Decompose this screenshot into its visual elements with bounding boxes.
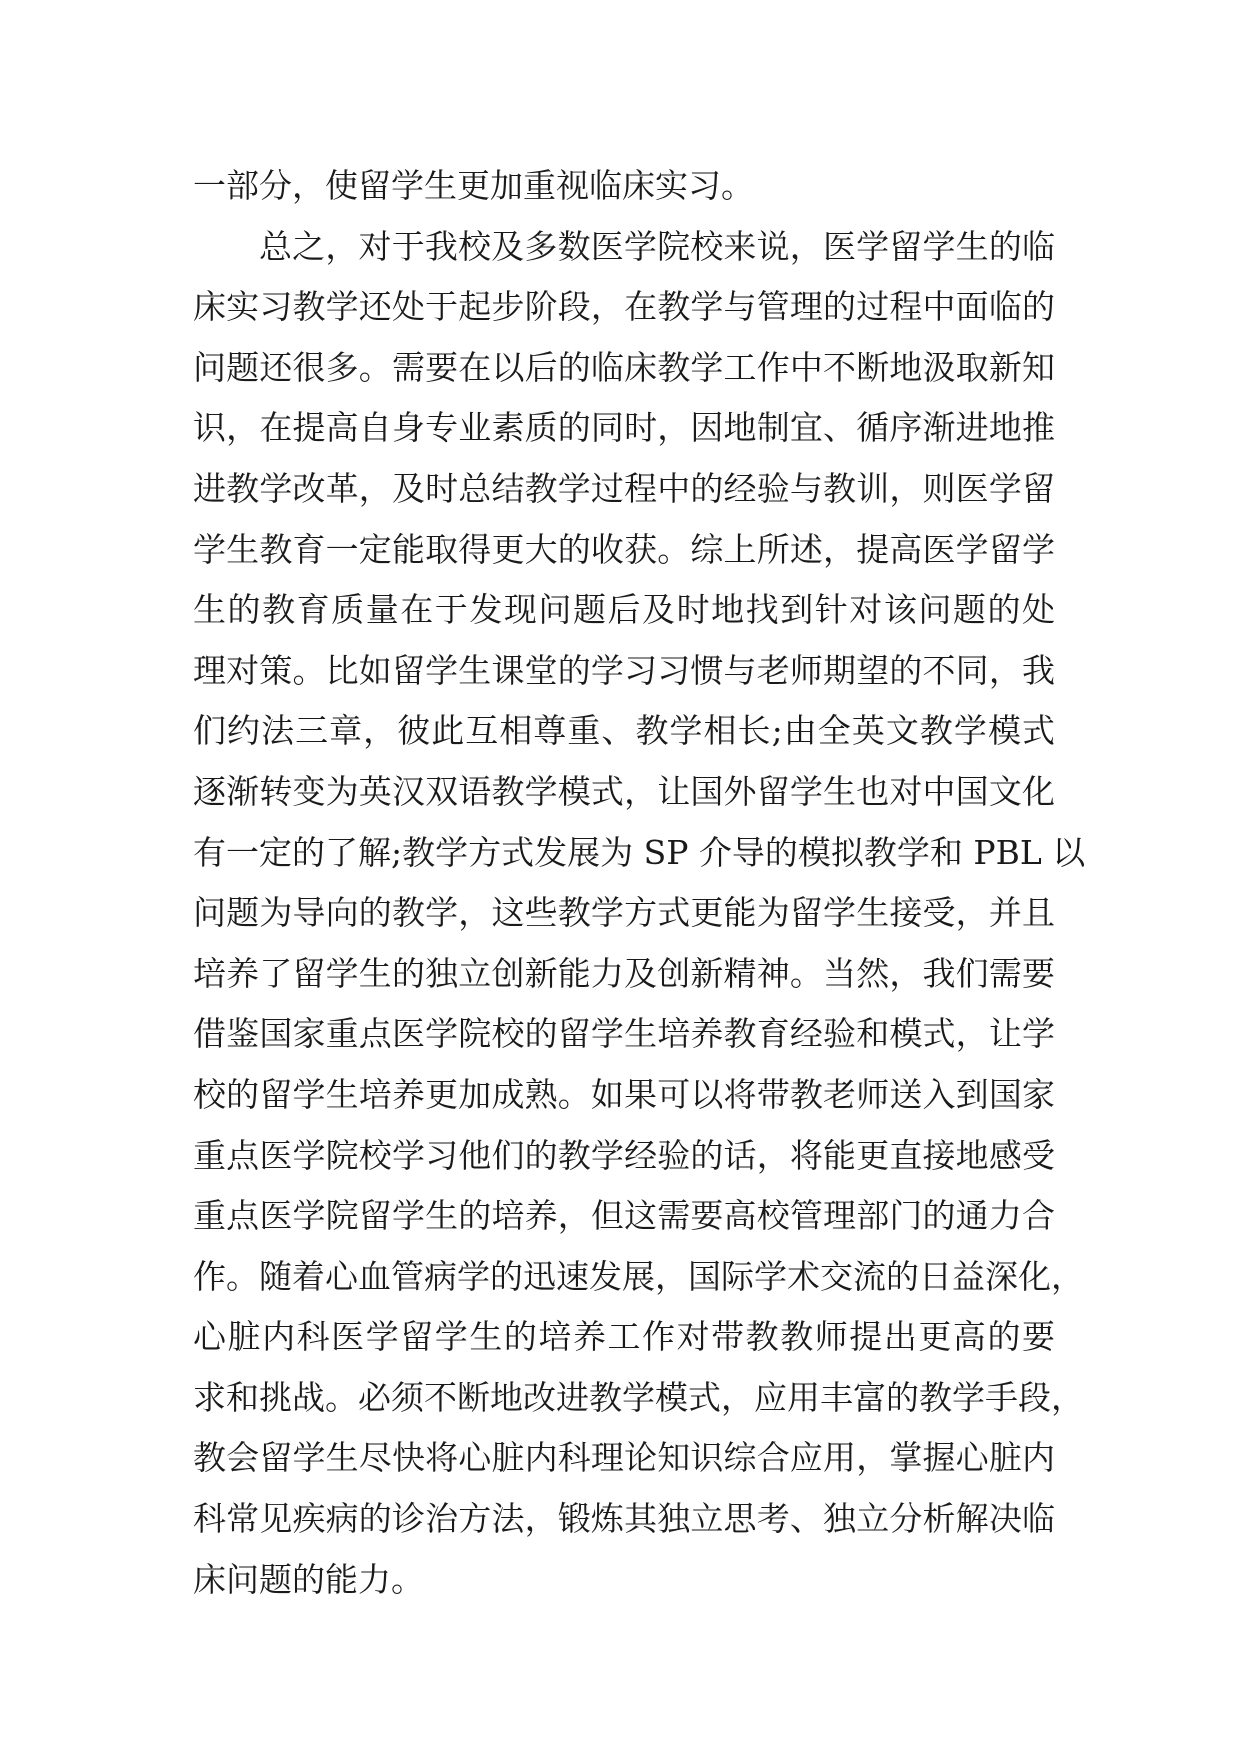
text-line: 床实习教学还处于起步阶段，在教学与管理的过程中面临的 (193, 287, 1055, 327)
text-line: 有一定的了解;教学方式发展为 SP 介导的模拟教学和 PBL 以 (193, 832, 1086, 872)
text-line: 求和挑战。必须不断地改进教学模式，应用丰富的教学手段， (193, 1377, 1084, 1417)
text-line: 校的留学生培养更加成熟。如果可以将带教老师送入到国家 (193, 1074, 1055, 1114)
text-line: 科常见疾病的诊治方法，锻炼其独立思考、独立分析解决临 (193, 1499, 1055, 1539)
text-line: 进教学改革，及时总结教学过程中的经验与教训，则医学留 (193, 468, 1055, 508)
text-line: 床问题的能力。 (193, 1559, 424, 1599)
text-line: 培养了留学生的独立创新能力及创新精神。当然，我们需要 (193, 953, 1055, 993)
body-text (193, 156, 1086, 1610)
text-line: 心脏内科医学留学生的培养工作对带教教师提出更高的要 (193, 1317, 1055, 1357)
text-line: 逐渐转变为英汉双语教学模式，让国外留学生也对中国文化 (193, 771, 1055, 811)
text-line: 们约法三章，彼此互相尊重、教学相长;由全英文教学模式 (193, 711, 1055, 751)
text-line: 教会留学生尽快将心脏内科理论知识综合应用，掌握心脏内 (193, 1438, 1055, 1478)
text-line: 问题还很多。需要在以后的临床教学工作中不断地汲取新知 (193, 347, 1055, 387)
text-line: 问题为导向的教学，这些教学方式更能为留学生接受，并且 (193, 893, 1055, 933)
text-line: 理对策。比如留学生课堂的学习习惯与老师期望的不同，我 (193, 650, 1055, 690)
text-line: 一部分，使留学生更加重视临床实习。 (193, 166, 754, 205)
paragraph-first-line: 总之，对于我校及多数医学院校来说，医学留学生的临 (259, 226, 1055, 266)
text-line: 作。随着心血管病学的迅速发展，国际学术交流的日益深化， (193, 1256, 1084, 1296)
text-line: 借鉴国家重点医学院校的留学生培养教育经验和模式，让学 (193, 1014, 1055, 1054)
text-line: 重点医学院留学生的培养，但这需要高校管理部门的通力合 (193, 1196, 1055, 1236)
text-line: 学生教育一定能取得更大的收获。综上所述，提高医学留学 (193, 529, 1055, 569)
text-line: 识，在提高自身专业素质的同时，因地制宜、循序渐进地推 (193, 408, 1055, 448)
text-line: 生的教育质量在于发现问题后及时地找到针对该问题的处 (193, 590, 1055, 630)
text-line: 重点医学院校学习他们的教学经验的话，将能更直接地感受 (193, 1135, 1055, 1175)
